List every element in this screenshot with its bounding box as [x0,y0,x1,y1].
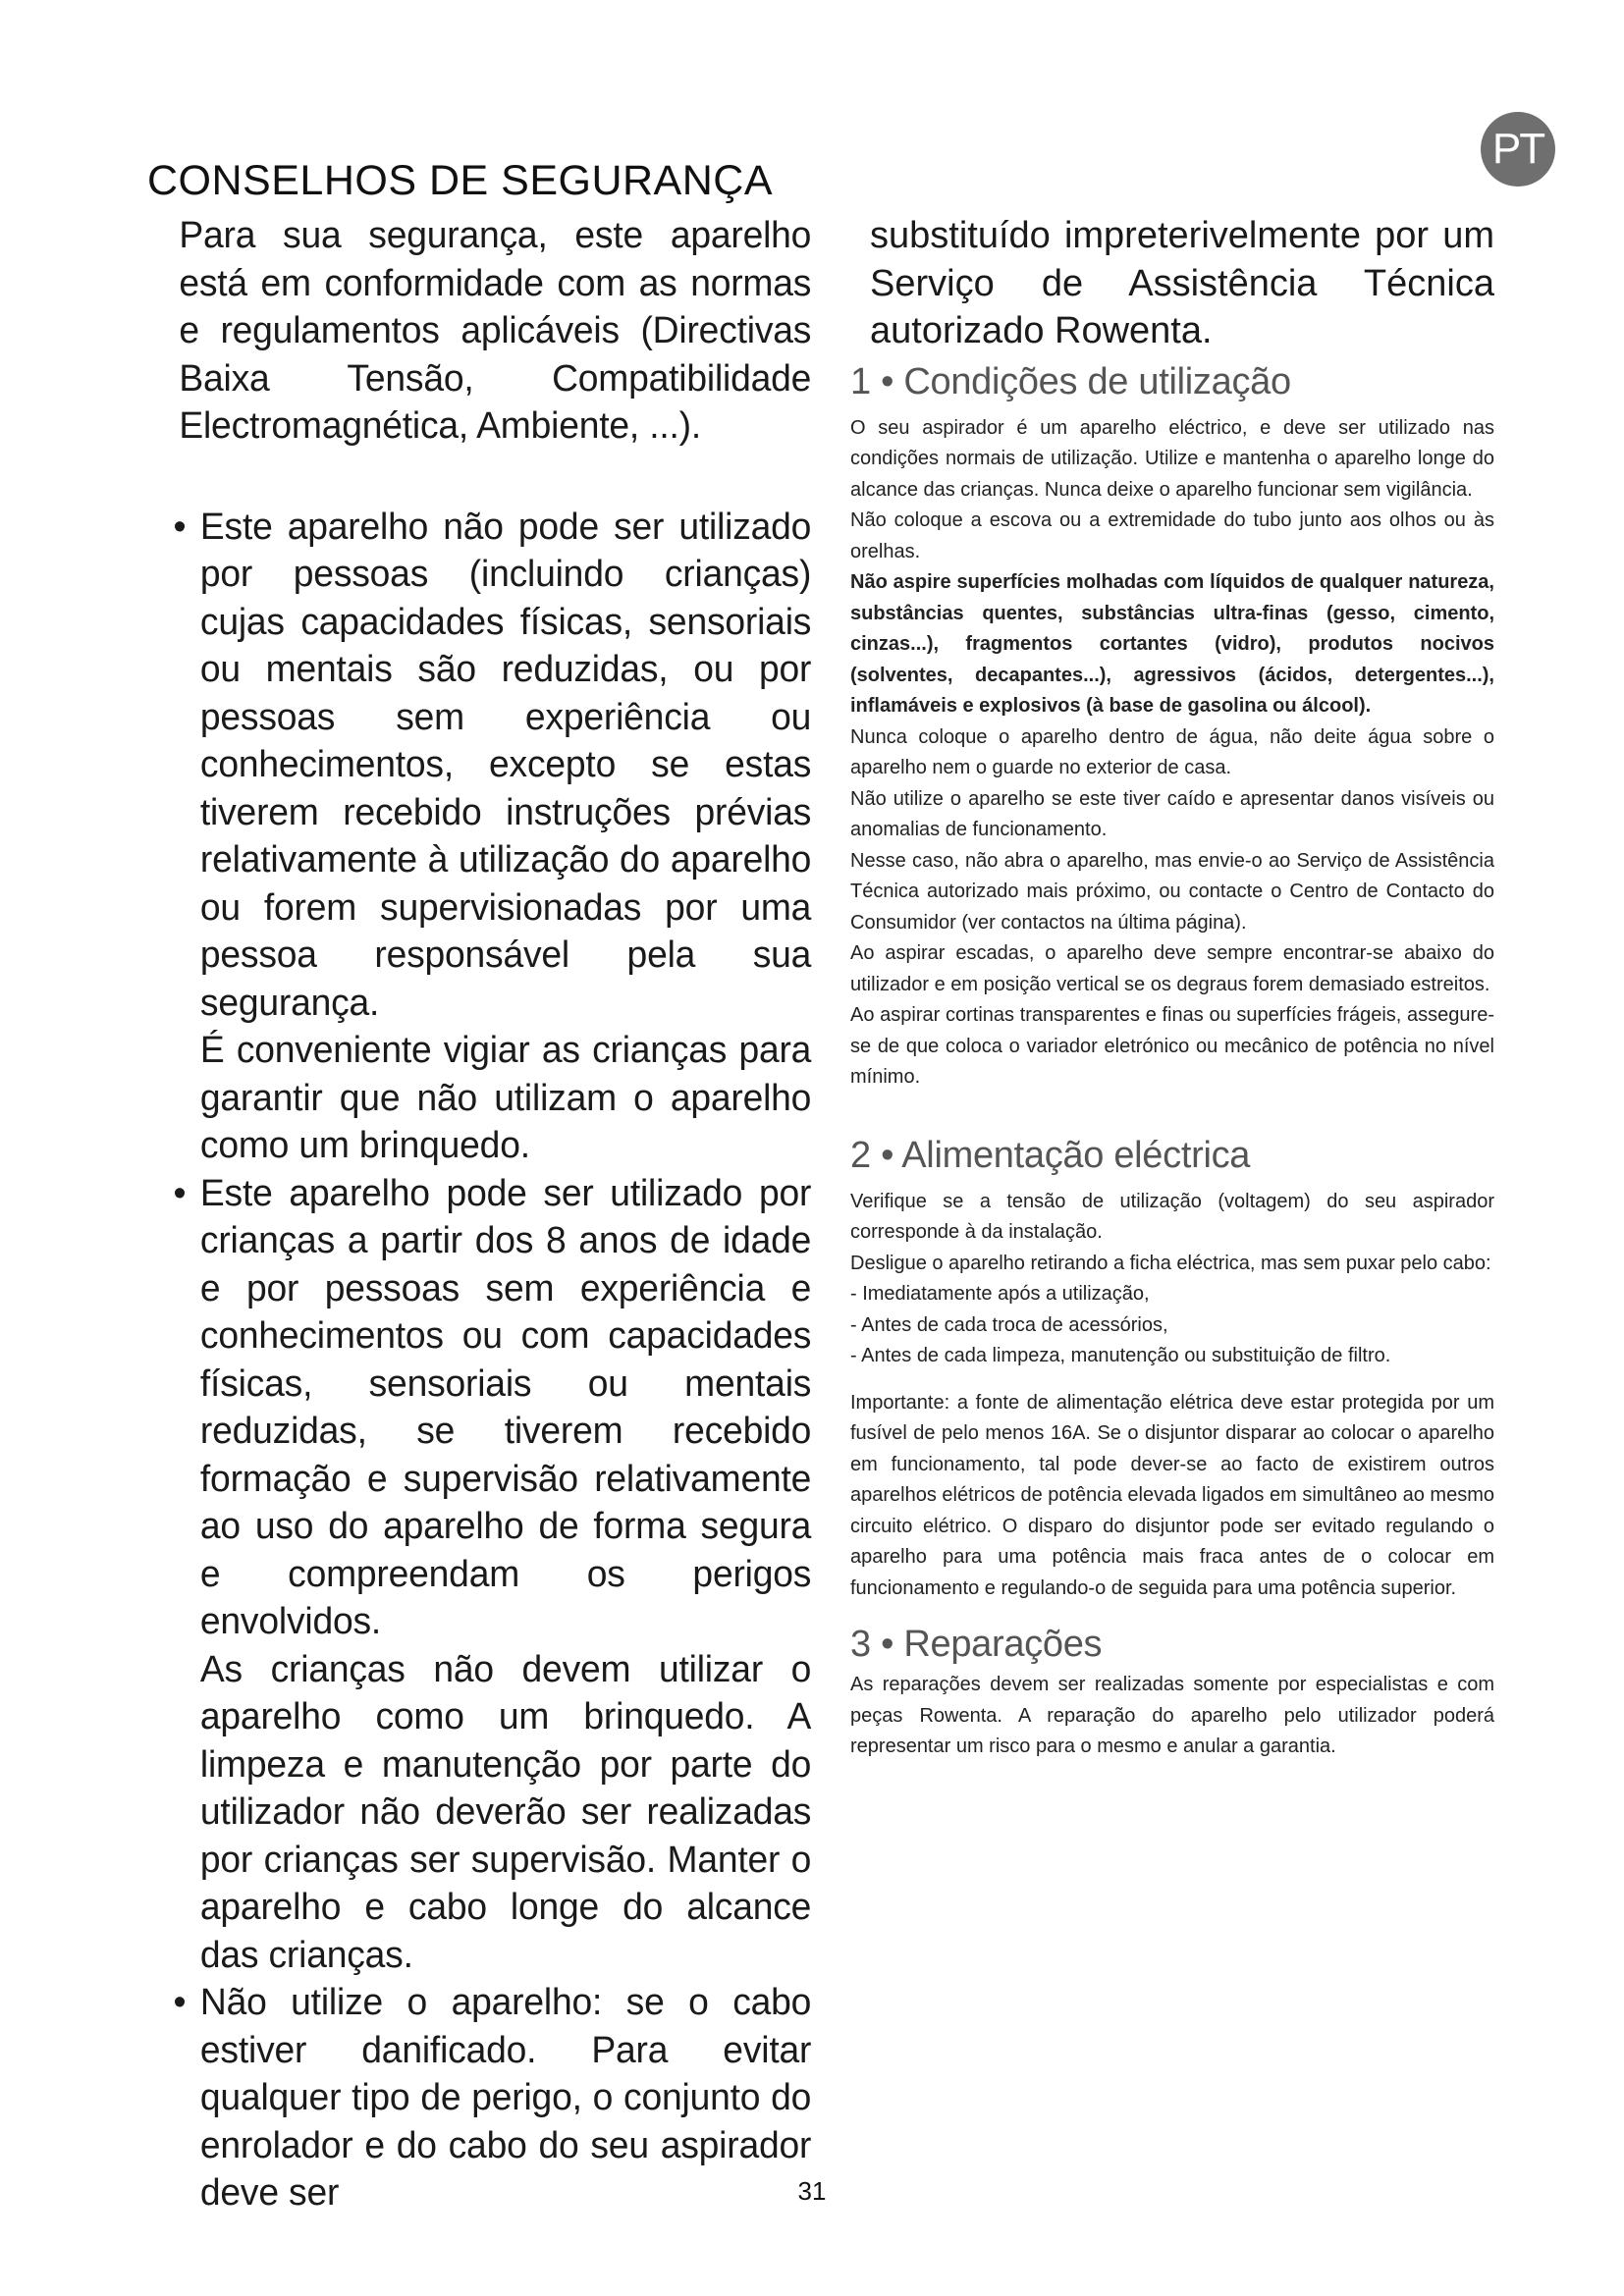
safety-bullet [147,1170,811,1980]
section-1-paragraph: Nunca coloque o aparelho dentro de água, não deite água sobre o aparelho nem o guarde no exterior de casa. [850,725,1494,778]
section-1-title: 1 • Condições de utilização [850,360,1291,402]
bullet-marker: • [173,1172,187,1214]
safety-bullet [147,504,811,1170]
section-1-paragraph: O seu aspirador é um aparelho eléctrico, e deve ser utilizado nas condições normais de utilização. Utilize e mantenha o aparelho longe do alcance das crianças. Nunca deixe o aparelho funcionar sem vigilância. [850,416,1494,501]
section-2-paragraph: Desligue o aparelho retirando a ficha eléctrica, mas sem puxar pelo cabo: [850,1252,1491,1274]
bullet-text: Este aparelho pode ser utilizado por crianças a partir dos 8 anos de idade e por pessoas sem experiência e conhecimentos ou com capacidades físicas, sensoriais ou mentais reduzidas, se tiverem recebido formação e supervisão relativamente ao uso do aparelho de forma segura e compreendam os perigos envolvidos. [199,1172,812,1642]
bullet-text-continued: As crianças não devem utilizar o aparelho como um brinquedo. A limpeza e manutenção por parte do utilizador não deverão ser realizadas por crianças ser supervisão. Manter o aparelho e cabo longe do alcance das crianças. [199,1648,812,1976]
section-1-paragraph: Ao aspirar escadas, o aparelho deve sempre encontrar-se abaixo do utilizador e em posição vertical se os degraus forem demasiado estreitos. [850,942,1494,995]
section-1-paragraph: Ao aspirar cortinas transparentes e finas ou superfícies frágeis, assegure-se de que coloca o variador eletrónico ou mecânico de potência no nível mínimo. [850,1004,1494,1088]
intro-paragraph: Para sua segurança, este aparelho está em conformidade com as normas e regulamentos aplicáveis (Directivas Baixa Tensão, Compatibilidade Electromagnética, Ambiente, ...). [179,215,812,447]
right-column [850,212,1494,1763]
section-2-list-item: - Imediatamente após a utilização, [850,1283,1150,1305]
section-1-paragraph: Nesse caso, não abra o aparelho, mas envie-o ao Serviço de Assistência Técnica autorizado mais próximo, ou contacte o Centro de Contacto do Consumidor (ver contactos na última página). [850,849,1494,934]
section-2-list-item: - Antes de cada troca de acessórios, [850,1313,1168,1336]
section-1-warning: Não aspire superfícies molhadas com líquidos de qualquer natureza, substâncias quentes, substâncias ultra-finas (gesso, cimento, cinzas...), fragmentos cortantes (vidro), produtos nocivos (solventes, decapantes...), agressivos (ácidos, detergentes...), inflamáveis e explosivos (à base de gasolina ou álcool). [850,571,1494,717]
continuation-paragraph: substituído impreterivelmente por um Serviço de Assistência Técnica autorizado Rowenta. [870,215,1494,351]
bullet-text-continued: É conveniente vigiar as crianças para garantir que não utilizam o aparelho como um brinquedo. [199,1030,812,1166]
left-column [147,212,811,2217]
section-3-paragraph: As reparações devem ser realizadas somente por especialistas e com peças Rowenta. A reparação do aparelho pelo utilizador poderá representar um risco para o mesmo e anular a garantia. [850,1674,1494,1757]
section-3-title: 3 • Reparações [850,1624,1103,1665]
section-2-list-item: - Antes de cada limpeza, manutenção ou substituição de filtro. [850,1345,1391,1366]
language-badge: PT [1481,112,1555,187]
section-2-important: Importante: a fonte de alimentação elétrica deve estar protegida por um fusível de pelo menos 16A. Se o disjuntor disparar ao colocar o aparelho em funcionamento, tal pode dever-se ao facto de existirem outros aparelhos elétricos de potência elevada ligados em simultâneo ao mesmo circuito elétrico. O disparo do disjuntor pode ser evitado regulando o aparelho para uma potência mais fraca antes de o colocar em funcionamento e regulando-o de seguida para uma potência superior. [850,1391,1494,1599]
bullet-text: Este aparelho não pode ser utilizado por pessoas (incluindo crianças) cujas capacidades físicas, sensoriais ou mentais são reduzidas, ou por pessoas sem experiência ou conhecimentos, excepto se estas tiverem recebido instruções prévias relativamente à utilização do aparelho ou forem supervisionadas por uma pessoa responsável pela sua segurança. [199,506,812,1024]
bullet-marker: • [173,506,187,548]
section-1-paragraph: Não utilize o aparelho se este tiver caído e apresentar danos visíveis ou anomalias de funcionamento. [850,787,1494,840]
bullet-text: Não utilize o aparelho: se o cabo estiver danificado. Para evitar qualquer tipo de perigo, o conjunto do enrolador e do cabo do seu aspirador deve ser [199,1982,812,2214]
bullet-marker: • [173,1982,187,2023]
section-2-paragraph: Verifique se a tensão de utilização (voltagem) do seu aspirador corresponde à da instalação. [850,1190,1494,1243]
page-number: 31 [797,2176,827,2206]
section-2-title: 2 • Alimentação eléctrica [850,1134,1251,1176]
page-title: CONSELHOS DE SEGURANÇA [147,157,774,204]
section-1-paragraph: Não coloque a escova ou a extremidade do tubo junto aos olhos ou às orelhas. [850,509,1494,562]
